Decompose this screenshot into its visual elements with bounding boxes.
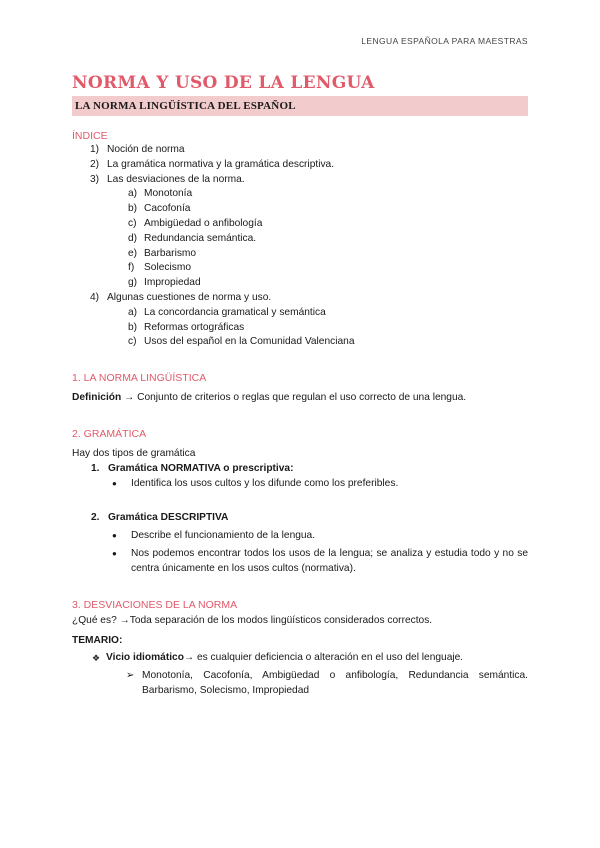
grammar-intro: Hay dos tipos de gramática [72,447,196,459]
definition-text: → Conjunto de criterios o reglas que regulan el uso correcto de una lengua. [121,392,467,404]
list-item [92,651,528,666]
index-item-text: La gramática normativa y la gramática descriptiva. [107,158,335,170]
index-subitem-letter: b) [128,203,138,215]
index-subitem [128,202,528,217]
index-subitem [128,261,528,276]
index-subitem-text: Barbarismo [144,247,197,259]
index-subitem-text: Ambigüedad o anfibología [144,217,263,229]
index-subitem-letter: g) [128,277,138,289]
document-subtitle: LA NORMA LINGÜÍSTICA DEL ESPAÑOL [72,96,528,116]
index-subitem-text: Redundancia semántica. [144,232,257,244]
definition-term: Definición [72,392,122,404]
grammar-type-1-number: 1. [91,462,100,474]
index-item-text: Las desviaciones de la norma. [107,173,245,185]
index-item-number: 4) [90,291,100,303]
diamond-bullet-icon: ❖ [92,653,101,664]
running-header: LENGUA ESPAÑOLA PARA MAESTRAS [361,36,528,46]
index-item-text: Algunas cuestiones de norma y uso. [107,291,272,303]
index-list [72,143,528,350]
index-subitem-text: Usos del español en la Comunidad Valenciana [144,336,355,348]
index-subitem-letter: a) [128,306,138,318]
vicio-text: → es cualquier deficiencia o alteración en el uso del lenguaje. [183,652,464,664]
arrow-bullet-icon: ➢ [126,669,135,681]
temario-label: TEMARIO: [72,635,123,647]
index-subitem [128,276,528,291]
index-subitem-text: La concordancia gramatical y semántica [144,306,326,318]
grammar-type-2 [91,511,528,526]
index-subitem [128,232,528,247]
index-item [90,158,528,173]
grammar-type-1 [91,462,528,477]
index-item-number: 3) [90,173,100,185]
index-subitem-letter: f) [128,262,135,274]
index-subitem-letter: c) [128,217,137,229]
list-item [126,669,528,699]
bullet-text: Identifica los usos cultos y los difunde como los preferibles. [131,477,399,489]
document-body [72,72,528,699]
index-subitem [128,335,528,350]
section-2-heading: 2. GRAMÁTICA [72,427,147,440]
vicio-term: Vicio idiomático [106,652,184,664]
index-subitem-text: Reformas ortográficas [144,321,245,333]
vicio-list-text: Monotonía, Cacofonía, Ambigüedad o anfibología, Redundancia semántica. Barbarismo, Solecismo, Impropiedad [142,669,528,696]
index-subitem-text: Impropiedad [144,277,201,289]
index-item-text: Noción de norma [107,144,185,155]
index-subitem-text: Solecismo [144,262,191,274]
deviation-question: ¿Qué es? →Toda separación de los modos lingüísticos considerados correctos. [72,614,433,626]
index-subitem [128,187,528,202]
index-subitem [128,306,528,321]
list-item [112,529,528,544]
definition-paragraph [72,391,528,406]
index-subitem-letter: d) [128,232,138,244]
grammar-type-1-label: Gramática NORMATIVA o prescriptiva: [108,462,294,474]
bullet-icon: ● [112,531,117,541]
list-item [112,477,528,492]
index-subitem-letter: a) [128,188,138,200]
section-3-heading: 3. DESVIACIONES DE LA NORMA [72,598,238,611]
index-item-number: 1) [90,144,100,155]
index-subitem-letter: e) [128,247,138,259]
index-subitem-letter: c) [128,336,137,348]
index-item-number: 2) [90,158,100,170]
index-heading: ÍNDICE [72,130,108,142]
bullet-icon: ● [112,548,117,558]
bullet-icon: ● [112,478,117,488]
section-1-heading: 1. LA NORMA LINGÜÍSTICA [72,372,207,385]
list-item [112,547,528,577]
index-subitem [128,321,528,336]
index-item [90,143,528,158]
index-item [90,291,528,306]
index-subitem [128,217,528,232]
index-item [90,173,528,188]
bullet-text: Describe el funcionamiento de la lengua. [131,530,316,542]
bullet-text: Nos podemos encontrar todos los usos de la lengua; se analiza y estudia todo y no se centra únicamente en los usos cultos (normativa). [131,547,528,574]
grammar-type-2-number: 2. [91,512,100,524]
index-subitem-text: Monotonía [144,188,193,200]
index-subitem-text: Cacofonía [144,203,191,215]
index-subitem [128,247,528,262]
document-title: NORMA Y USO DE LA LENGUA [72,73,375,93]
grammar-type-2-label: Gramática DESCRIPTIVA [108,512,229,524]
index-subitem-letter: b) [128,321,138,333]
